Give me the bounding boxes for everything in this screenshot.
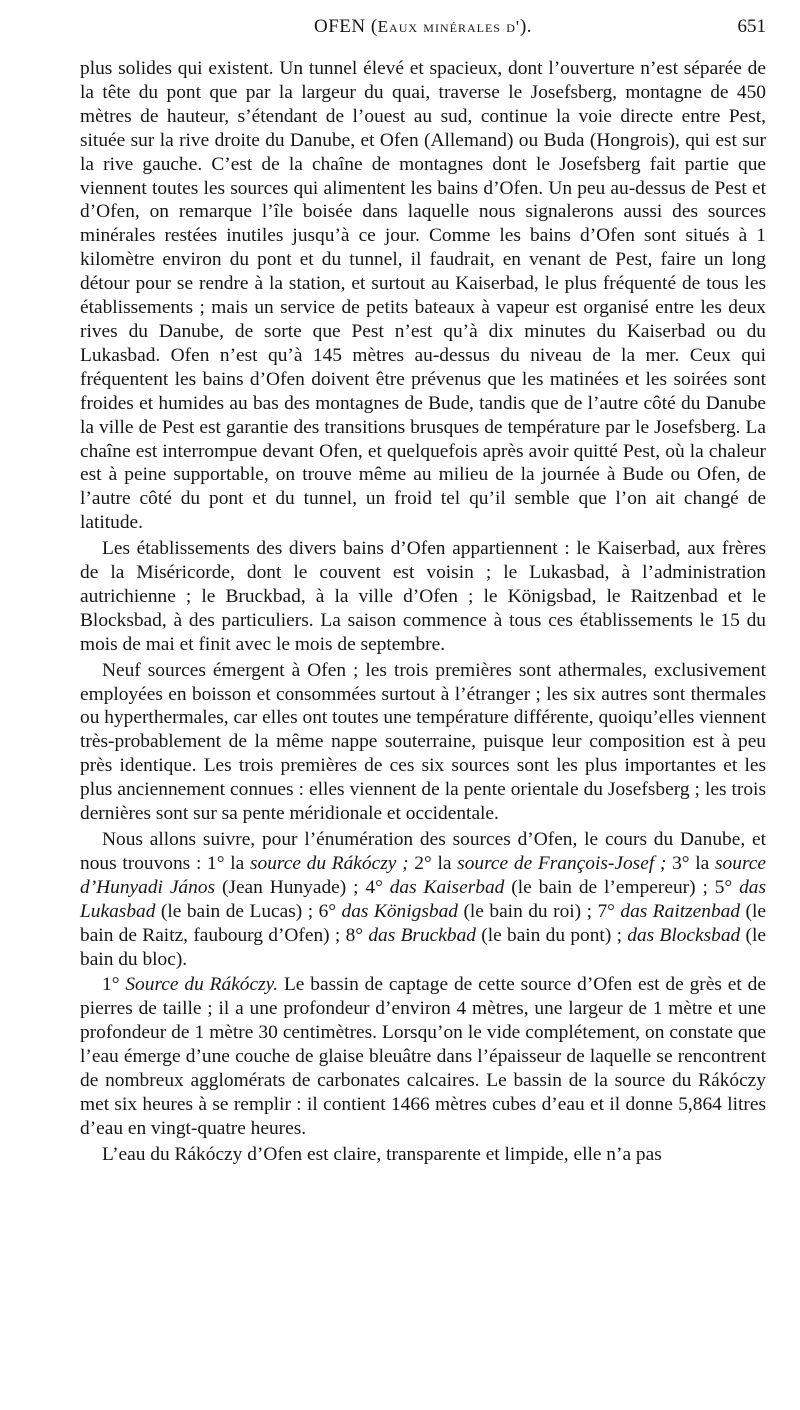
italic-run: das Raitzenbad [620, 900, 741, 922]
italic-run: source de François-Josef ; [457, 852, 667, 874]
text-run: Nous allons suivre, pour l’énumération des sources d’Ofen, le cours du Danube, et nous trouvons : 1° la [80, 829, 766, 874]
text-run: (le bain de Lucas) ; 6° [155, 900, 342, 922]
text-run: (Jean Hunyade) ; 4° [215, 876, 390, 898]
italic-run: das Lukasbad [80, 876, 766, 922]
text-run: (le bain de Raitz, faubourg d’Ofen) ; 8° [80, 900, 766, 946]
italic-run: das Königsbad [341, 900, 458, 922]
italic-run: Source du Rákóczy. [125, 974, 279, 996]
paragraph [80, 537, 766, 657]
text-run: (le bain du pont) ; [475, 924, 628, 946]
text-run: L’eau du Rákóczy d’Ofen est claire, transparente et limpide, elle n’a pas [102, 1143, 662, 1165]
page-body [80, 57, 766, 1167]
text-run: Le bassin de captage de cette source d’Ofen est de grès et de pierres de taille ; il a une profondeur d’environ 4 mètres, une largeur de 1 mètre et une profondeur de 1 mètre 30 centimètres. Lorsqu’on le vide complétement, on constate que l’eau émerge d’une couche de glaise bleuâtre dans l’épaisseur de laquelle se rencontrent de nombreux agglomérats de carbonates calcaires. Le bassin de la source du Rákóczy met six heures à se remplir : il contient 1466 mètres cubes d’eau et il donne 5,864 litres d’eau en vingt-quatre heures. [80, 974, 766, 1139]
text-run: 3° la [666, 852, 716, 874]
paragraph [80, 828, 766, 971]
italic-run: source d’Hunyadi János [80, 852, 766, 898]
text-run: Les établissements des divers bains d’Ofen appartiennent : le Kaiserbad, aux frères de la Miséricorde, dont le couvent est voisin ; le Lukasbad, à l’administration autrichienne ; le Bruckbad, à la ville d’Ofen ; le Königsbad, le Raitzenbad et le Blocksbad, à des particuliers. La saison commence à tous ces établissements le 15 du mois de mai et finit avec le mois de septembre. [80, 538, 766, 655]
text-run: (le bain du roi) ; 7° [457, 900, 621, 922]
italic-run: das Bruckbad [368, 924, 476, 946]
text-run: Neuf sources émergent à Ofen ; les trois premières sont athermales, exclusivement employées en boisson et consommées surtout à l’étranger ; les six autres sont thermales ou hyperthermales, car elles ont toutes une température différente, quoiqu’elles viennent très-probablement de la même nappe souterraine, puisque leur composition est à peu près identique. Les trois premières de ces six sources sont les plus importantes et les plus anciennement connues : elles viennent de la pente orientale du Josefsberg ; les trois dernières sont sur sa pente méridionale et occidentale. [80, 659, 766, 825]
running-title-smallcaps: Eaux minérales d' [377, 17, 520, 36]
text-run: plus solides qui existent. Un tunnel élevé et spacieux, dont l’ouverture n’est séparée de la tête du pont que par la largeur du quai, traverse le Josefsberg, montagne de 450 mètres de hauteur, s’étendant de l’ouest au sud, continue la voie directe entre Pest, située sur la rive droite du Danube, et Ofen (Allemand) ou Buda (Hongrois), qui est sur la rive gauche. C’est de la chaîne de montagnes dont le Josefsberg fait partie que viennent toutes les sources qui alimentent les bains d’Ofen. Un peu au-dessus de Pest et d’Ofen, on remarque l’île boisée dans laquelle nous signalerons aussi des sources minérales restées inutiles jusqu’à ce jour. Comme les bains d’Ofen sont situés à 1 kilomètre environ du pont et du tunnel, il faudrait, en venant de Pest, faire un long détour pour se rendre à la station, et surtout au Kaiserbad, le plus fréquenté de tous les établissements ; mais un service de petits bateaux à vapeur est organisé entre les deux rives du Danube, de sorte que Pest n’est qu’à dix minutes du Kaiserbad ou du Lukasbad. Ofen n’est qu’à 145 mètres au-dessus du niveau de la mer. Ceux qui fréquentent les bains d’Ofen doivent être prévenus que les matinées et les soirées sont froides et humides au bas des montagnes de Bude, tandis que de l’autre côté du Danube la ville de Pest est garantie des transitions brusques de température par le Josefsberg. La chaîne est interrompue devant Ofen, et quelquefois après avoir quitté Pest, où la chaleur est à peine supportable, on trouve même au milieu de la journée à Bude ou Ofen, de l’autre côté du pont et du tunnel, un froid tel qu’il semble que l’on ait changé de latitude. [80, 58, 766, 534]
italic-run: das Kaiserbad [389, 876, 505, 898]
italic-run: das Blocksbad [627, 924, 741, 946]
paragraph [80, 973, 766, 1140]
text-run: (le bain du bloc). [80, 924, 766, 970]
paragraph [80, 57, 766, 535]
text-run: 2° la [408, 852, 458, 874]
text-run: 1° [102, 974, 126, 996]
running-title-end: ). [519, 16, 533, 37]
running-title-main: OFEN ( [313, 16, 378, 37]
running-title [80, 16, 766, 38]
text-run: (le bain de l’empereur) ; 5° [504, 876, 740, 898]
page-number: 651 [737, 16, 766, 37]
paragraph [80, 659, 766, 826]
running-header [80, 12, 766, 40]
italic-run: source du Rákóczy ; [249, 852, 409, 874]
paragraph [80, 1143, 766, 1167]
